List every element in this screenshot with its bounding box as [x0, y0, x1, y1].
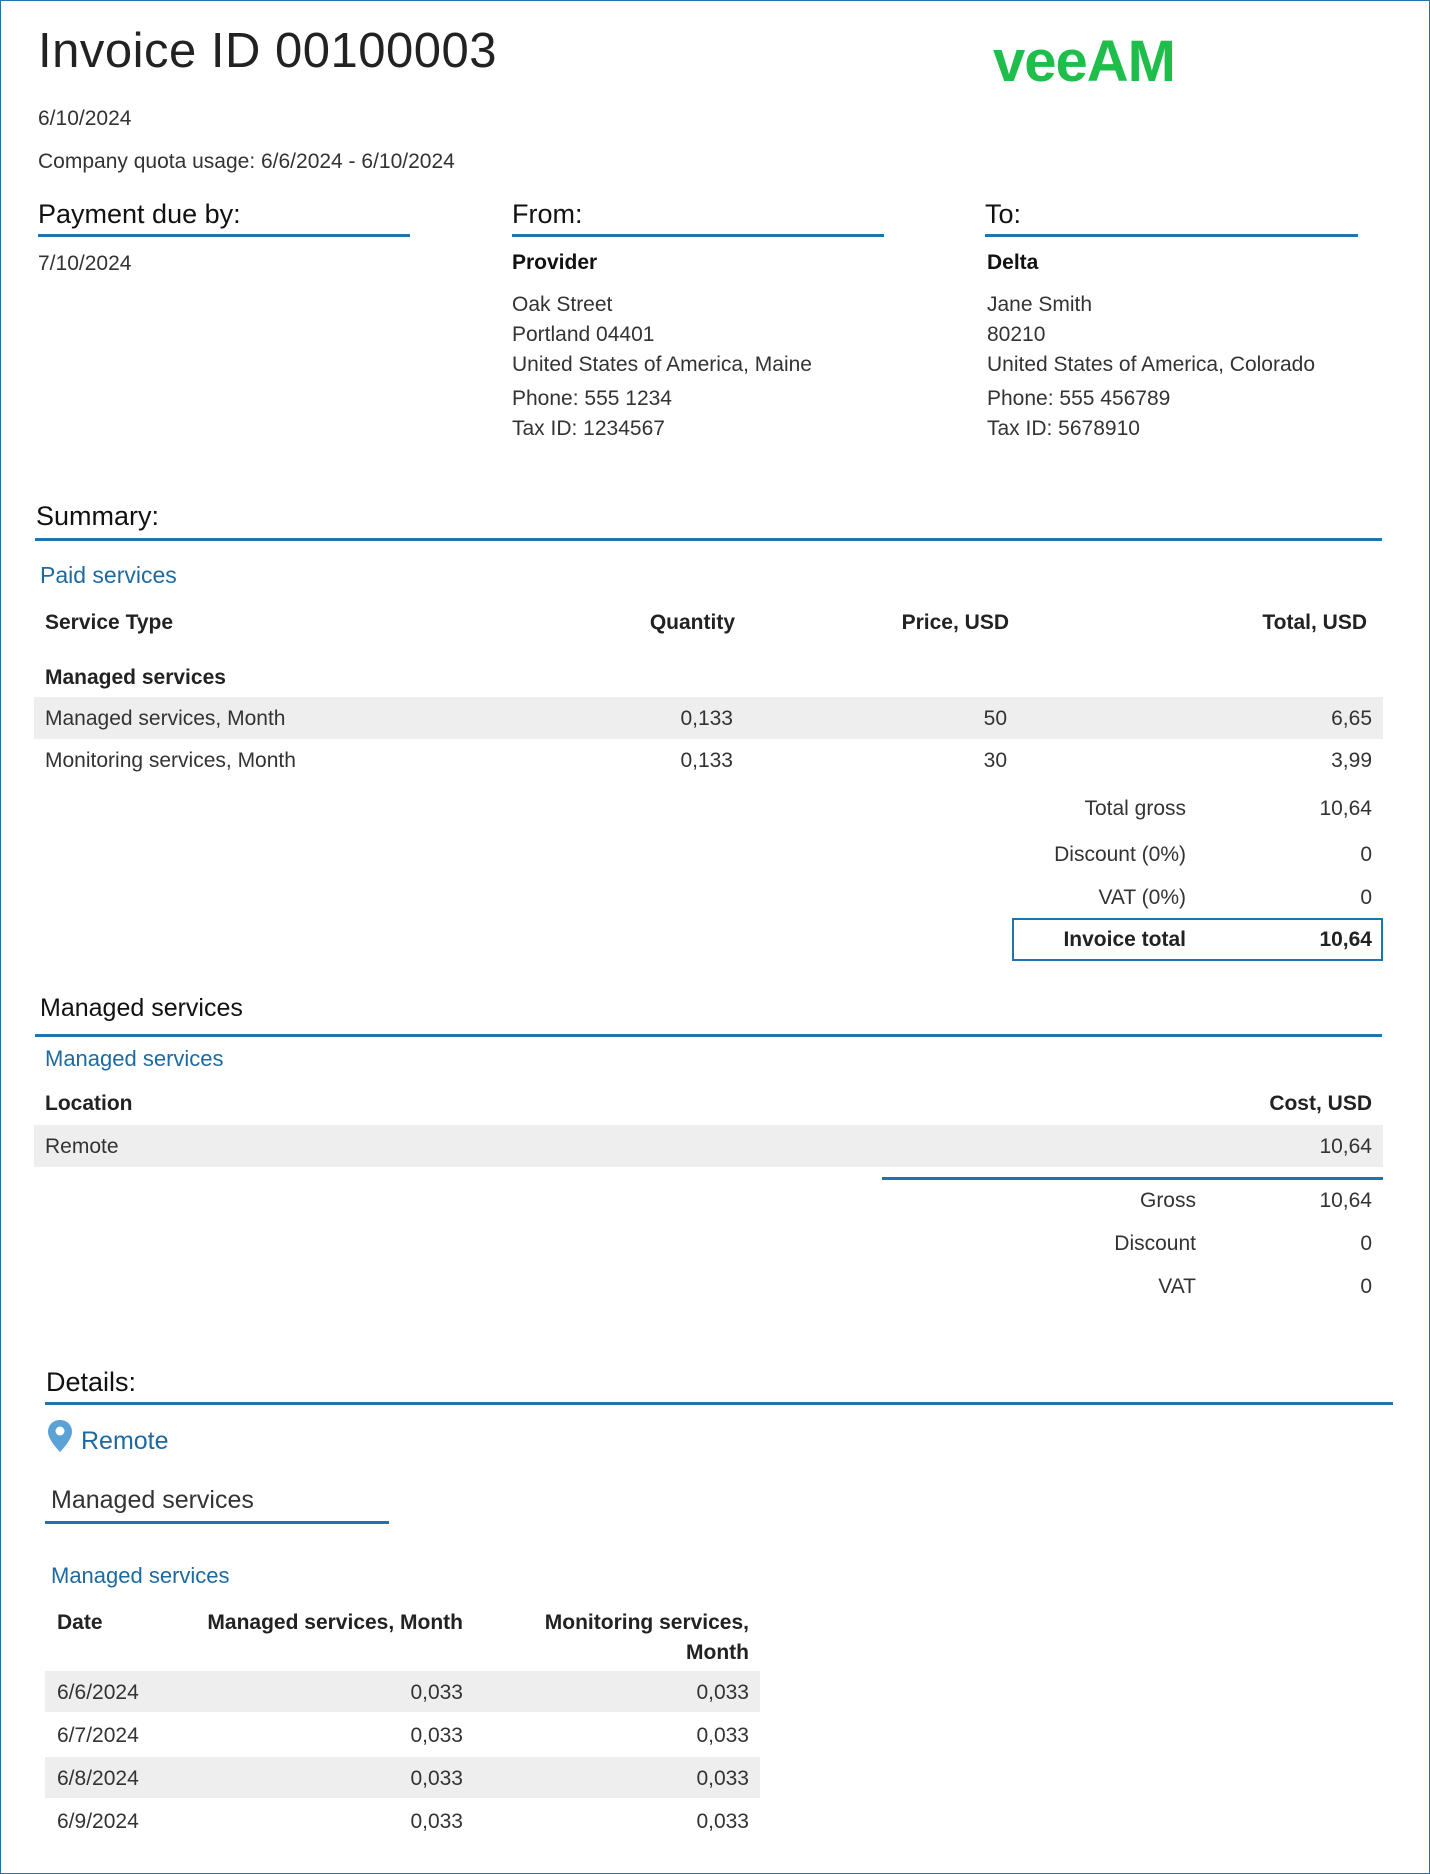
- invoice-date: 6/10/2024: [38, 107, 132, 130]
- details-row-managed: 0,033: [410, 1681, 463, 1704]
- managed-underline: [35, 1034, 1382, 1037]
- managed-vat-label: VAT: [1158, 1275, 1196, 1298]
- managed-totals-rule: [882, 1177, 1383, 1180]
- payment-date: 7/10/2024: [38, 252, 132, 275]
- summary-row-price: 30: [983, 749, 1007, 772]
- discount-label: Discount (0%): [1054, 843, 1186, 866]
- discount-value: 0: [1360, 843, 1372, 866]
- from-country: United States of America, Maine: [512, 353, 812, 376]
- col-managed-month: Managed services, Month: [207, 1611, 463, 1634]
- total-gross-value: 10,64: [1319, 797, 1372, 820]
- payment-underline: [38, 234, 410, 237]
- details-row-managed: 0,033: [410, 1767, 463, 1790]
- from-address: [512, 290, 812, 444]
- details-row-monitoring: 0,033: [696, 1767, 749, 1790]
- col-price: Price, USD: [901, 611, 1009, 634]
- summary-heading: Summary:: [36, 501, 160, 531]
- summary-row-quantity: 0,133: [680, 707, 733, 730]
- details-row-date: 6/7/2024: [57, 1724, 139, 1747]
- invoice-total-value: 10,64: [1319, 928, 1372, 951]
- from-phone: Phone: 555 1234: [512, 387, 672, 410]
- details-row-monitoring: 0,033: [696, 1681, 749, 1704]
- managed-heading: Managed services: [40, 994, 243, 1022]
- from-street: Oak Street: [512, 293, 613, 316]
- summary-row-service: Managed services, Month: [45, 707, 286, 730]
- location-row-name: Remote: [45, 1135, 119, 1158]
- details-underline: [45, 1402, 1393, 1405]
- details-row-monitoring: 0,033: [696, 1810, 749, 1833]
- to-phone: Phone: 555 456789: [987, 387, 1171, 410]
- from-city: Portland 04401: [512, 323, 655, 346]
- paid-services-heading: Paid services: [40, 562, 177, 588]
- to-contact: Jane Smith: [987, 293, 1093, 316]
- logo-text: veeAM: [993, 31, 1175, 91]
- col-quantity: Quantity: [649, 611, 735, 634]
- summary-row-quantity: 0,133: [680, 749, 733, 772]
- to-underline: [985, 234, 1358, 237]
- location-row-cost: 10,64: [1319, 1135, 1372, 1158]
- to-name: Delta: [987, 251, 1039, 274]
- details-heading: Details:: [46, 1367, 137, 1397]
- details-row-date: 6/6/2024: [57, 1681, 139, 1704]
- managed-discount-label: Discount: [1114, 1232, 1196, 1255]
- col-cost: Cost, USD: [1269, 1092, 1372, 1115]
- summary-underline: [35, 538, 1382, 541]
- summary-row-service: Monitoring services, Month: [45, 749, 296, 772]
- vat-value: 0: [1360, 886, 1372, 909]
- summary-row-total: 3,99: [1331, 749, 1372, 772]
- invoice-title: Invoice ID 00100003: [38, 24, 497, 78]
- map-pin-icon: [47, 1419, 73, 1458]
- location-row-stripe: [34, 1125, 1383, 1167]
- payment-heading: Payment due by:: [38, 199, 241, 229]
- managed-gross-label: Gross: [1139, 1189, 1196, 1212]
- managed-vat-value: 0: [1360, 1275, 1372, 1298]
- veeam-logo: [993, 31, 1223, 96]
- veeam-logo-mark: [993, 31, 1223, 91]
- summary-row-total: 6,65: [1331, 707, 1372, 730]
- details-tab-underline: [45, 1521, 389, 1524]
- to-tax: Tax ID: 5678910: [987, 417, 1140, 440]
- to-heading: To:: [985, 199, 1022, 229]
- col-service-type: Service Type: [45, 611, 174, 634]
- from-heading: From:: [512, 199, 583, 229]
- details-row-managed: 0,033: [410, 1724, 463, 1747]
- details-location[interactable]: Remote: [81, 1427, 169, 1455]
- details-row-date: 6/9/2024: [57, 1810, 139, 1833]
- managed-discount-value: 0: [1360, 1232, 1372, 1255]
- to-zip: 80210: [987, 323, 1046, 346]
- summary-row-price: 50: [983, 707, 1007, 730]
- col-monitoring-month-wrap: Month: [686, 1641, 749, 1664]
- details-row-monitoring: 0,033: [696, 1724, 749, 1747]
- col-date: Date: [57, 1611, 103, 1634]
- details-tab-managed[interactable]: Managed services: [51, 1486, 254, 1514]
- details-row-date: 6/8/2024: [57, 1767, 139, 1790]
- group-managed-services: Managed services: [45, 666, 226, 689]
- to-country: United States of America, Colorado: [987, 353, 1316, 376]
- vat-label: VAT (0%): [1098, 886, 1186, 909]
- col-location: Location: [45, 1092, 133, 1115]
- managed-gross-value: 10,64: [1319, 1189, 1372, 1212]
- to-address: [987, 290, 1315, 444]
- col-monitoring-month: Monitoring services,: [544, 1611, 749, 1634]
- total-gross-label: Total gross: [1084, 797, 1186, 820]
- quota-usage: Company quota usage: 6/6/2024 - 6/10/2024: [38, 150, 455, 173]
- details-subheading: Managed services: [51, 1563, 230, 1588]
- col-total: Total, USD: [1262, 611, 1367, 634]
- from-tax: Tax ID: 1234567: [512, 417, 665, 440]
- from-name: Provider: [512, 251, 598, 274]
- from-underline: [512, 234, 884, 237]
- managed-subheading: Managed services: [45, 1046, 224, 1071]
- details-row-managed: 0,033: [410, 1810, 463, 1833]
- invoice-total-label: Invoice total: [1063, 928, 1186, 951]
